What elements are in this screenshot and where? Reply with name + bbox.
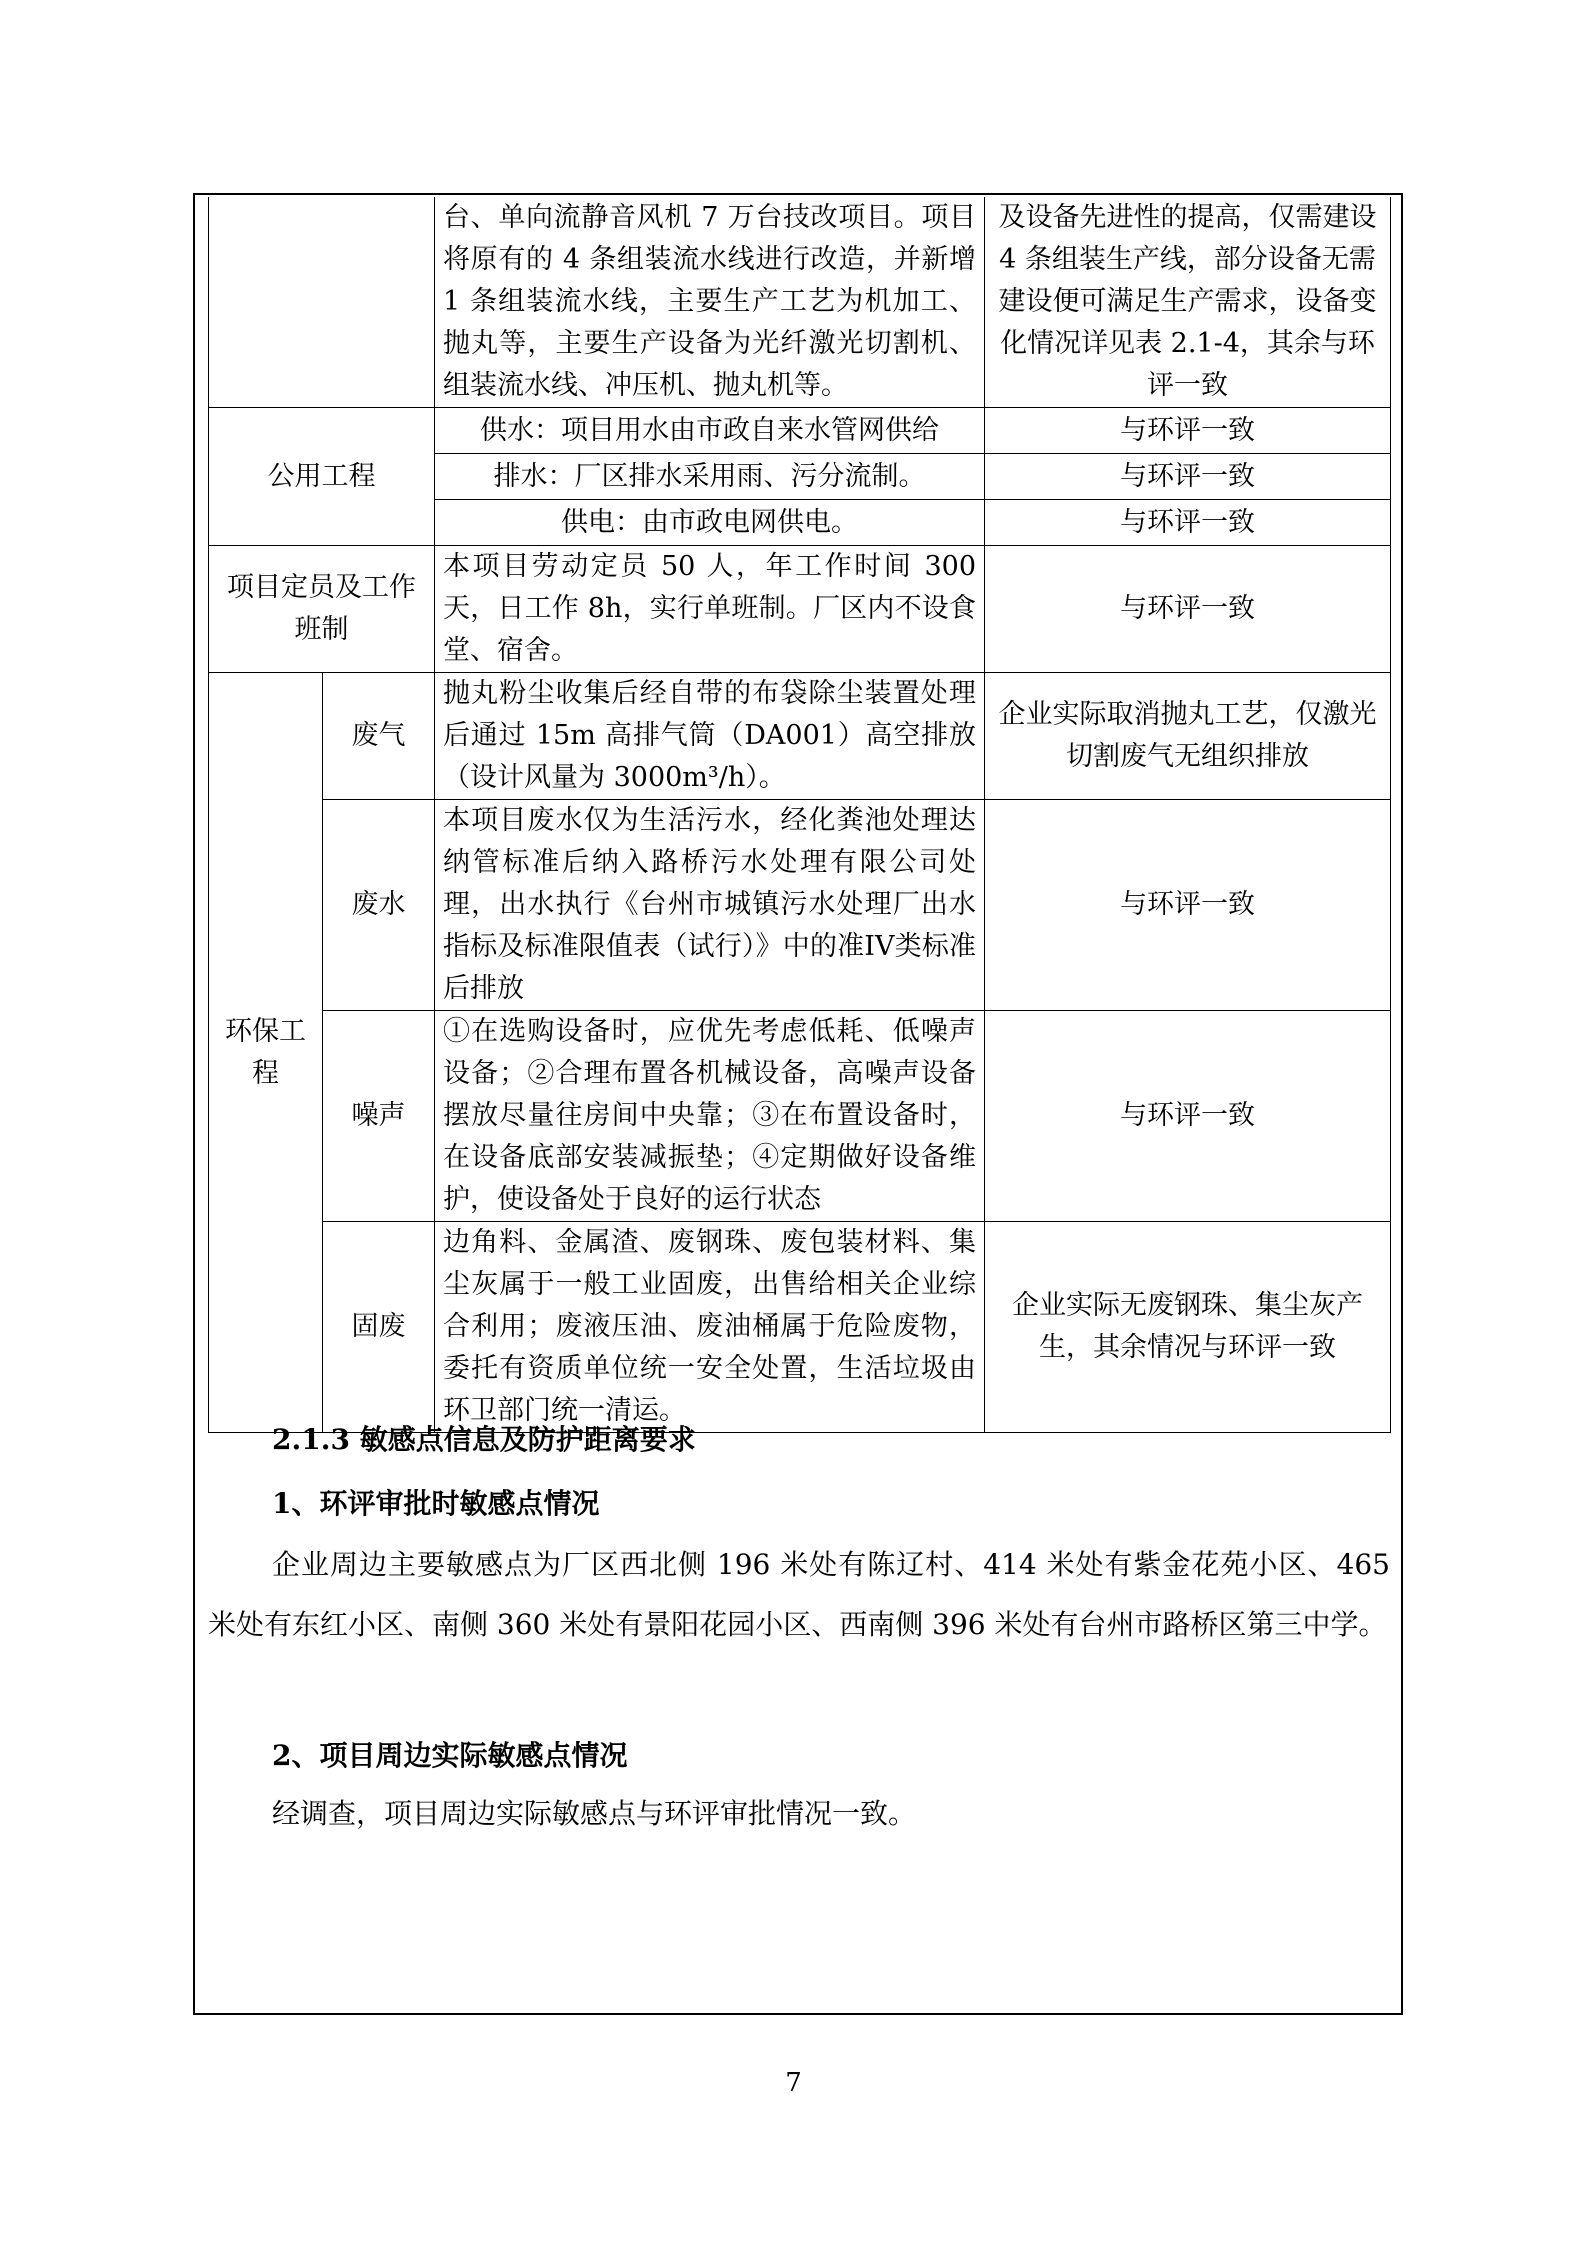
table-cell-content: 边角料、金属渣、废钢珠、废包装材料、集尘灰属于一般工业固废，出售给相关企业综合利用；废液压油、废油桶属于危险废物，委托有资质单位统一安全处置，生活垃圾由环卫部门统一清运。	[435, 1222, 985, 1433]
table-cell-actual: 与环评一致	[985, 546, 1391, 673]
table-cell-content: 本项目废水仅为生活污水，经化粪池处理达纳管标准后纳入路桥污水处理有限公司处理，出水执行《台州市城镇污水处理厂出水指标及标准限值表（试行）》中的准IV类标准后排放	[435, 800, 985, 1011]
table-cell-content: 抛丸粉尘收集后经自带的布袋除尘装置处理后通过 15m 高排气筒（DA001）高空排放（设计风量为 3000m³/h）。	[435, 673, 985, 800]
table-cell-actual: 企业实际无废钢珠、集尘灰产生，其余情况与环评一致	[985, 1222, 1391, 1433]
row-label-public-works: 公用工程	[209, 408, 435, 546]
table-cell-actual: 及设备先进性的提高，仅需建设 4 条组装生产线，部分设备无需建设便可满足生产需求，设备变化情况详见表 2.1-4，其余与环评一致	[985, 197, 1391, 408]
table-cell-actual: 与环评一致	[985, 408, 1391, 454]
section-heading: 2.1.3 敏感点信息及防护距离要求	[272, 1423, 696, 1456]
paragraph-sensitive-points: 企业周边主要敏感点为厂区西北侧 196 米处有陈辽村、414 米处有紫金花苑小区、465 米处有东红小区、南侧 360 米处有景阳花园小区、西南侧 396 米处有台州市路桥区第三中学。	[208, 1548, 1390, 1641]
sub-label-waste-water: 废水	[323, 800, 435, 1011]
subsection-heading-approval: 1、环评审批时敏感点情况	[272, 1487, 600, 1520]
table-row	[209, 1011, 1391, 1222]
table-cell-empty	[209, 197, 435, 408]
sub-label-solid-waste: 固废	[323, 1222, 435, 1433]
table-row	[209, 408, 1391, 454]
sub-label-waste-gas: 废气	[323, 673, 435, 800]
row-label-staffing: 项目定员及工作班制	[209, 546, 435, 673]
table-cell-content: 排水：厂区排水采用雨、污分流制。	[435, 454, 985, 500]
table-cell-content: 台、单向流静音风机 7 万台技改项目。项目将原有的 4 条组装流水线进行改造，并新增 1 条组装流水线，主要生产工艺为机加工、抛丸等，主要生产设备为光纤激光切割机、组装流水线、冲压机、抛丸机等。	[435, 197, 985, 408]
row-label-env-works: 环保工程	[209, 673, 323, 1433]
table-cell-actual: 与环评一致	[985, 800, 1391, 1011]
paragraph-survey-result: 经调查，项目周边实际敏感点与环评审批情况一致。	[272, 1797, 917, 1830]
table-cell-content: 供水：项目用水由市政自来水管网供给	[435, 408, 985, 454]
table-cell-actual: 企业实际取消抛丸工艺，仅激光切割废气无组织排放	[985, 673, 1391, 800]
table-row	[209, 546, 1391, 673]
project-comparison-table	[208, 197, 1391, 1433]
table-row	[209, 197, 1391, 408]
table-cell-content: ①在选购设备时，应优先考虑低耗、低噪声设备；②合理布置各机械设备，高噪声设备摆放尽量往房间中央靠；③在布置设备时，在设备底部安装减振垫；④定期做好设备维护，使设备处于良好的运行状态	[435, 1011, 985, 1222]
page-number: 7	[785, 2068, 802, 2098]
sub-label-noise: 噪声	[323, 1011, 435, 1222]
table-row	[209, 673, 1391, 800]
subsection-heading-actual: 2、项目周边实际敏感点情况	[272, 1739, 628, 1772]
table-cell-actual: 与环评一致	[985, 454, 1391, 500]
table-cell-actual: 与环评一致	[985, 500, 1391, 546]
table-row	[209, 800, 1391, 1011]
table-cell-actual: 与环评一致	[985, 1011, 1391, 1222]
table-row	[209, 1222, 1391, 1433]
table-cell-content: 本项目劳动定员 50 人，年工作时间 300 天，日工作 8h，实行单班制。厂区内不设食堂、宿舍。	[435, 546, 985, 673]
table-cell-content: 供电：由市政电网供电。	[435, 500, 985, 546]
